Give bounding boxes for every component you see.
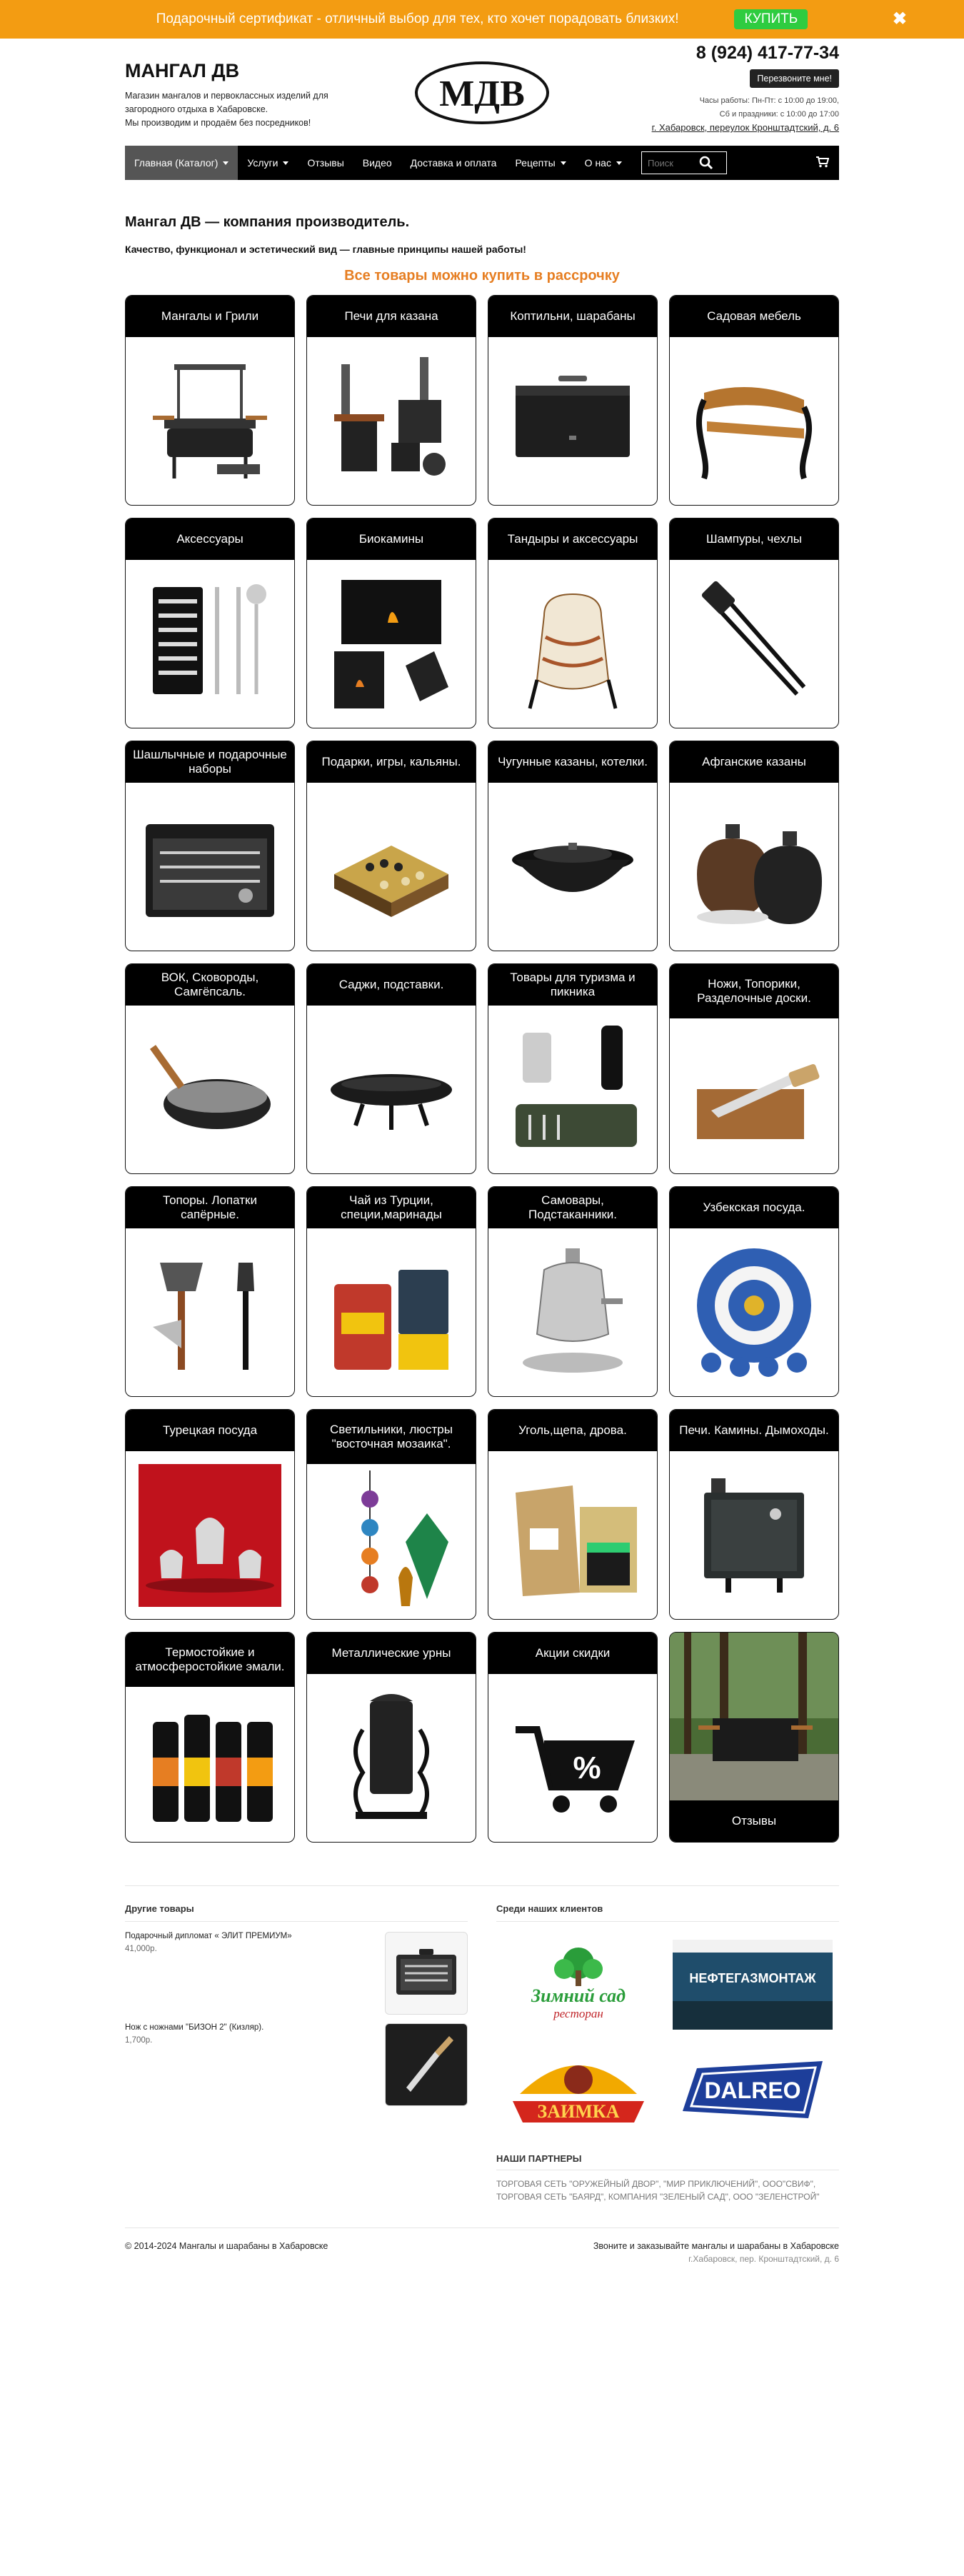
category-title[interactable]: Товары для туризма и пикника [488,964,657,1006]
category-image[interactable] [670,1228,838,1396]
category-card-kazan[interactable] [488,741,658,951]
category-card-tools[interactable] [125,518,295,728]
category-card-coal[interactable] [488,1409,658,1620]
paint-icon [139,1693,281,1836]
lamps-icon [320,1470,463,1613]
phone-number[interactable]: 8 (924) 417-77-34 [696,43,839,63]
logo-text: МДВ [439,74,525,114]
category-title[interactable]: Топоры. Лопатки сапёрные. [126,1187,294,1228]
client-logo-dalreo[interactable] [671,2043,835,2135]
category-card-paint[interactable] [125,1632,295,1843]
bench-icon [683,350,825,493]
footer-contacts [593,2241,839,2264]
category-image[interactable] [126,1451,294,1619]
promo-buy-button[interactable]: КУПИТЬ [734,9,808,29]
list-item[interactable] [125,1922,468,2013]
stove-icon [320,350,463,493]
category-card-plate[interactable] [669,1186,839,1397]
tools-icon [139,573,281,716]
category-image[interactable] [307,560,476,728]
smoker-icon [501,350,644,493]
category-card-stove[interactable] [306,295,476,506]
category-image[interactable] [307,1464,476,1619]
category-card-axe[interactable] [125,1186,295,1397]
category-title[interactable]: Афганские казаны [670,741,838,783]
list-item[interactable] [125,2013,468,2105]
hours-line: Сб и праздники: с 10:00 до 17:00 [719,110,839,119]
nav-label: Видео [362,157,392,169]
category-title[interactable]: Шашлычные и подарочные наборы [126,741,294,783]
category-image[interactable] [488,1451,657,1619]
category-image[interactable] [307,337,476,505]
category-image[interactable] [670,560,838,728]
nav-item-services[interactable] [238,146,298,180]
chess-icon [320,796,463,938]
category-card-afghan[interactable] [669,741,839,951]
category-title[interactable]: Подарки, игры, кальяны. [307,741,476,783]
category-title[interactable]: Чугунные казаны, котелки. [488,741,657,783]
category-image[interactable] [126,560,294,728]
category-image[interactable] [307,1674,476,1842]
category-image[interactable] [488,1674,657,1842]
chevron-down-icon [616,161,622,165]
promo-bar [0,0,964,39]
nav-item-delivery[interactable] [401,146,506,180]
site-description-line: Магазин мангалов и первоклассных изделий для [125,91,328,101]
turkish-icon [139,1464,281,1607]
site-description-line: Мы производим и продаём без посредников! [125,118,311,128]
urn-icon [320,1687,463,1830]
afghan-icon [683,796,825,938]
nav-label: Рецепты [515,157,556,169]
nav-label: Главная (Каталог) [134,157,219,169]
coal-icon [501,1464,644,1607]
sale-icon [501,1687,644,1830]
category-title[interactable]: Печи для казана [307,296,476,337]
product-thumbnail[interactable] [385,2023,468,2106]
category-image[interactable] [126,1006,294,1173]
case-icon [139,796,281,938]
category-image[interactable] [488,1228,657,1396]
category-card-lamps[interactable] [306,1409,476,1620]
chevron-down-icon [283,161,288,165]
category-card-knife[interactable] [669,963,839,1174]
category-card-smoker[interactable] [488,295,658,506]
category-image[interactable] [670,1451,838,1619]
category-title[interactable]: Светильники, люстры "восточная мозаика". [307,1410,476,1464]
nav-label: Услуги [247,157,278,169]
clients-heading: Среди наших клиентов [496,1903,839,1922]
category-card-samovar[interactable] [488,1186,658,1397]
kazan-icon [501,796,644,938]
reviews-image[interactable] [670,1633,838,1800]
category-image[interactable] [307,783,476,951]
outdoor-grill-photo-icon [670,1633,838,1800]
category-title[interactable]: Тандыры и аксессуары [488,518,657,560]
search-icon[interactable] [699,156,713,170]
search-input[interactable] [642,158,699,169]
category-image[interactable] [126,783,294,951]
category-card-bench[interactable] [669,295,839,506]
client-name: ЗАИМКА [537,2101,620,2122]
category-image[interactable] [126,1687,294,1842]
category-card-tandoor[interactable] [488,518,658,728]
category-title[interactable]: Акции скидки [488,1633,657,1674]
category-title[interactable]: Аксессуары [126,518,294,560]
nav-label: Доставка и оплата [410,157,497,169]
category-grid [125,295,839,1843]
category-title[interactable]: Садовая мебель [670,296,838,337]
category-title[interactable]: Саджи, подставки. [307,964,476,1006]
category-title[interactable]: Металлические урны [307,1633,476,1674]
category-title[interactable]: Уголь,щепа, дрова. [488,1410,657,1451]
category-title[interactable]: Мангалы и Грили [126,296,294,337]
main-nav [125,146,839,180]
site-title[interactable]: МАНГАЛ ДВ [125,60,240,81]
category-title[interactable]: Турецкая посуда [126,1410,294,1451]
samovar-icon [501,1241,644,1384]
nav-label: Отзывы [307,157,344,169]
category-image[interactable] [670,337,838,505]
category-card-tea[interactable] [306,1186,476,1397]
knife-icon [392,2030,461,2099]
callback-button[interactable]: Перезвоните мне! [750,69,839,88]
intro [125,180,839,284]
site-description [125,89,368,130]
category-image[interactable] [126,337,294,505]
sadj-icon [320,1018,463,1161]
category-card-biofire[interactable] [306,518,476,728]
brand [125,60,368,130]
category-card-furnace[interactable] [669,1409,839,1620]
category-image[interactable] [488,560,657,728]
category-title[interactable]: Печи. Камины. Дымоходы. [670,1410,838,1451]
chevron-down-icon [223,161,229,165]
category-title[interactable]: Термостойкие и атмосферостойкие эмали. [126,1633,294,1687]
contacts [652,43,839,133]
address-link[interactable]: г. Хабаровск, переулок Кронштадтский, д. 6 [651,122,839,133]
nav-item-reviews[interactable] [298,146,353,180]
grill-icon [139,350,281,493]
case-icon [392,1945,461,2002]
product-price: 41,000р. [125,1945,157,1953]
category-image[interactable] [488,783,657,951]
knife-icon [683,1025,825,1168]
category-title[interactable]: Узбекская посуда. [670,1187,838,1228]
category-title[interactable]: Самовары, Подстаканники. [488,1187,657,1228]
category-card-picnic[interactable] [488,963,658,1174]
category-card-chess[interactable] [306,741,476,951]
furnace-icon [683,1464,825,1607]
client-logo-zimniy-sad[interactable] [496,1939,661,2030]
partners-text: ТОРГОВАЯ СЕТЬ "ОРУЖЕЙНЫЙ ДВОР", "МИР ПРИКЛЮЧЕНИЙ", ООО"СВИФ", ТОРГОВАЯ СЕТЬ "БАЯРД", КОМПАНИЯ "ЗЕЛЕНЫЙ САД", ООО "ЗЕЛЕНСТРОЙ" [496,2179,820,2202]
client-name: DALREO [704,2078,801,2103]
footer [125,2227,839,2264]
category-card-urn[interactable] [306,1632,476,1843]
clients [496,1903,839,2203]
category-card-skewers[interactable] [669,518,839,728]
footer-widgets [125,1885,839,2203]
reviews-card[interactable] [669,1632,839,1843]
installment-notice: Все товары можно купить в рассрочку [344,268,620,284]
category-card-grill[interactable] [125,295,295,506]
site-description-line: загородного отдыха в Хабаровске. [125,104,268,114]
category-card-wok[interactable] [125,963,295,1174]
header [125,39,839,146]
plate-icon [683,1241,825,1384]
client-logos [496,1939,839,2135]
category-title[interactable]: Ножи, Топорики, Разделочные доски. [670,964,838,1018]
copyright: © 2014-2024 Мангалы и шарабаны в Хабаровске [125,2241,328,2251]
nav-item-video[interactable] [353,146,401,180]
client-logo-zaimka[interactable] [496,2043,661,2135]
product-thumbnail[interactable] [385,1932,468,2015]
nav-item-home[interactable] [125,146,238,180]
footer-address: г.Хабаровск, пер. Кронштадтский, д. 6 [688,2254,839,2264]
category-image[interactable] [670,1018,838,1173]
nav-item-recipes[interactable] [506,146,575,180]
product-price: 1,700р. [125,2036,153,2045]
close-icon[interactable]: ✖ [892,9,907,29]
tea-icon [320,1241,463,1384]
category-image[interactable] [307,1006,476,1173]
other-products [125,1903,468,2203]
category-title[interactable]: ВОК, Сковороды, Самгёпсаль. [126,964,294,1006]
intro-title: Мангал ДВ — компания производитель. [125,214,410,230]
nav-item-about[interactable] [576,146,631,180]
nav-label: О нас [584,157,611,169]
client-name: Зимний сад [531,1985,626,2006]
category-card-turkish[interactable] [125,1409,295,1620]
category-title[interactable]: Шампуры, чехлы [670,518,838,560]
picnic-icon [501,1018,644,1161]
intro-subtitle: Качество, функционал и эстетический вид — главные принципы нашей работы! [125,244,526,255]
chevron-down-icon [561,161,566,165]
category-image[interactable] [126,1228,294,1396]
logo[interactable] [413,60,551,126]
category-image[interactable] [488,337,657,505]
category-image[interactable] [488,1006,657,1173]
client-name: НЕФТЕГАЗМОНТАЖ [689,1971,816,1985]
working-hours [652,92,839,119]
client-subtitle: ресторан [553,2007,603,2020]
category-card-sale[interactable] [488,1632,658,1843]
category-image[interactable] [307,1228,476,1396]
product-name[interactable]: Нож с ножнами "БИЗОН 2" (Кизляр). [125,2023,264,2032]
biofire-icon [320,573,463,716]
category-card-case[interactable] [125,741,295,951]
product-name[interactable]: Подарочный дипломат « ЭЛИТ ПРЕМИУМ» [125,1932,292,1940]
hours-line: Часы работы: Пн-Пт: с 10:00 до 19:00, [699,96,839,105]
footer-cta: Звоните и заказывайте мангалы и шарабаны в Хабаровске [593,2241,839,2251]
category-title[interactable]: Коптильни, шарабаны [488,296,657,337]
reviews-card-title[interactable]: Отзывы [670,1800,838,1842]
category-title[interactable]: Чай из Турции, специи,маринады [307,1187,476,1228]
skewers-icon [683,573,825,716]
wok-icon [139,1018,281,1161]
svg-text:%: % [573,1750,601,1785]
client-logo-neftegazmontazh[interactable] [671,1939,835,2030]
promo-text: Подарочный сертификат - отличный выбор для тех, кто хочет порадовать близких! [156,11,679,26]
other-products-heading: Другие товары [125,1903,468,1922]
category-title[interactable]: Биокамины [307,518,476,560]
tandoor-icon [501,573,644,716]
search-box [641,151,727,174]
category-image[interactable] [670,783,838,951]
axe-icon [139,1241,281,1384]
partners-heading: НАШИ ПАРТНЕРЫ [496,2153,839,2170]
category-card-sadj[interactable] [306,963,476,1174]
cart-icon[interactable] [816,156,829,168]
